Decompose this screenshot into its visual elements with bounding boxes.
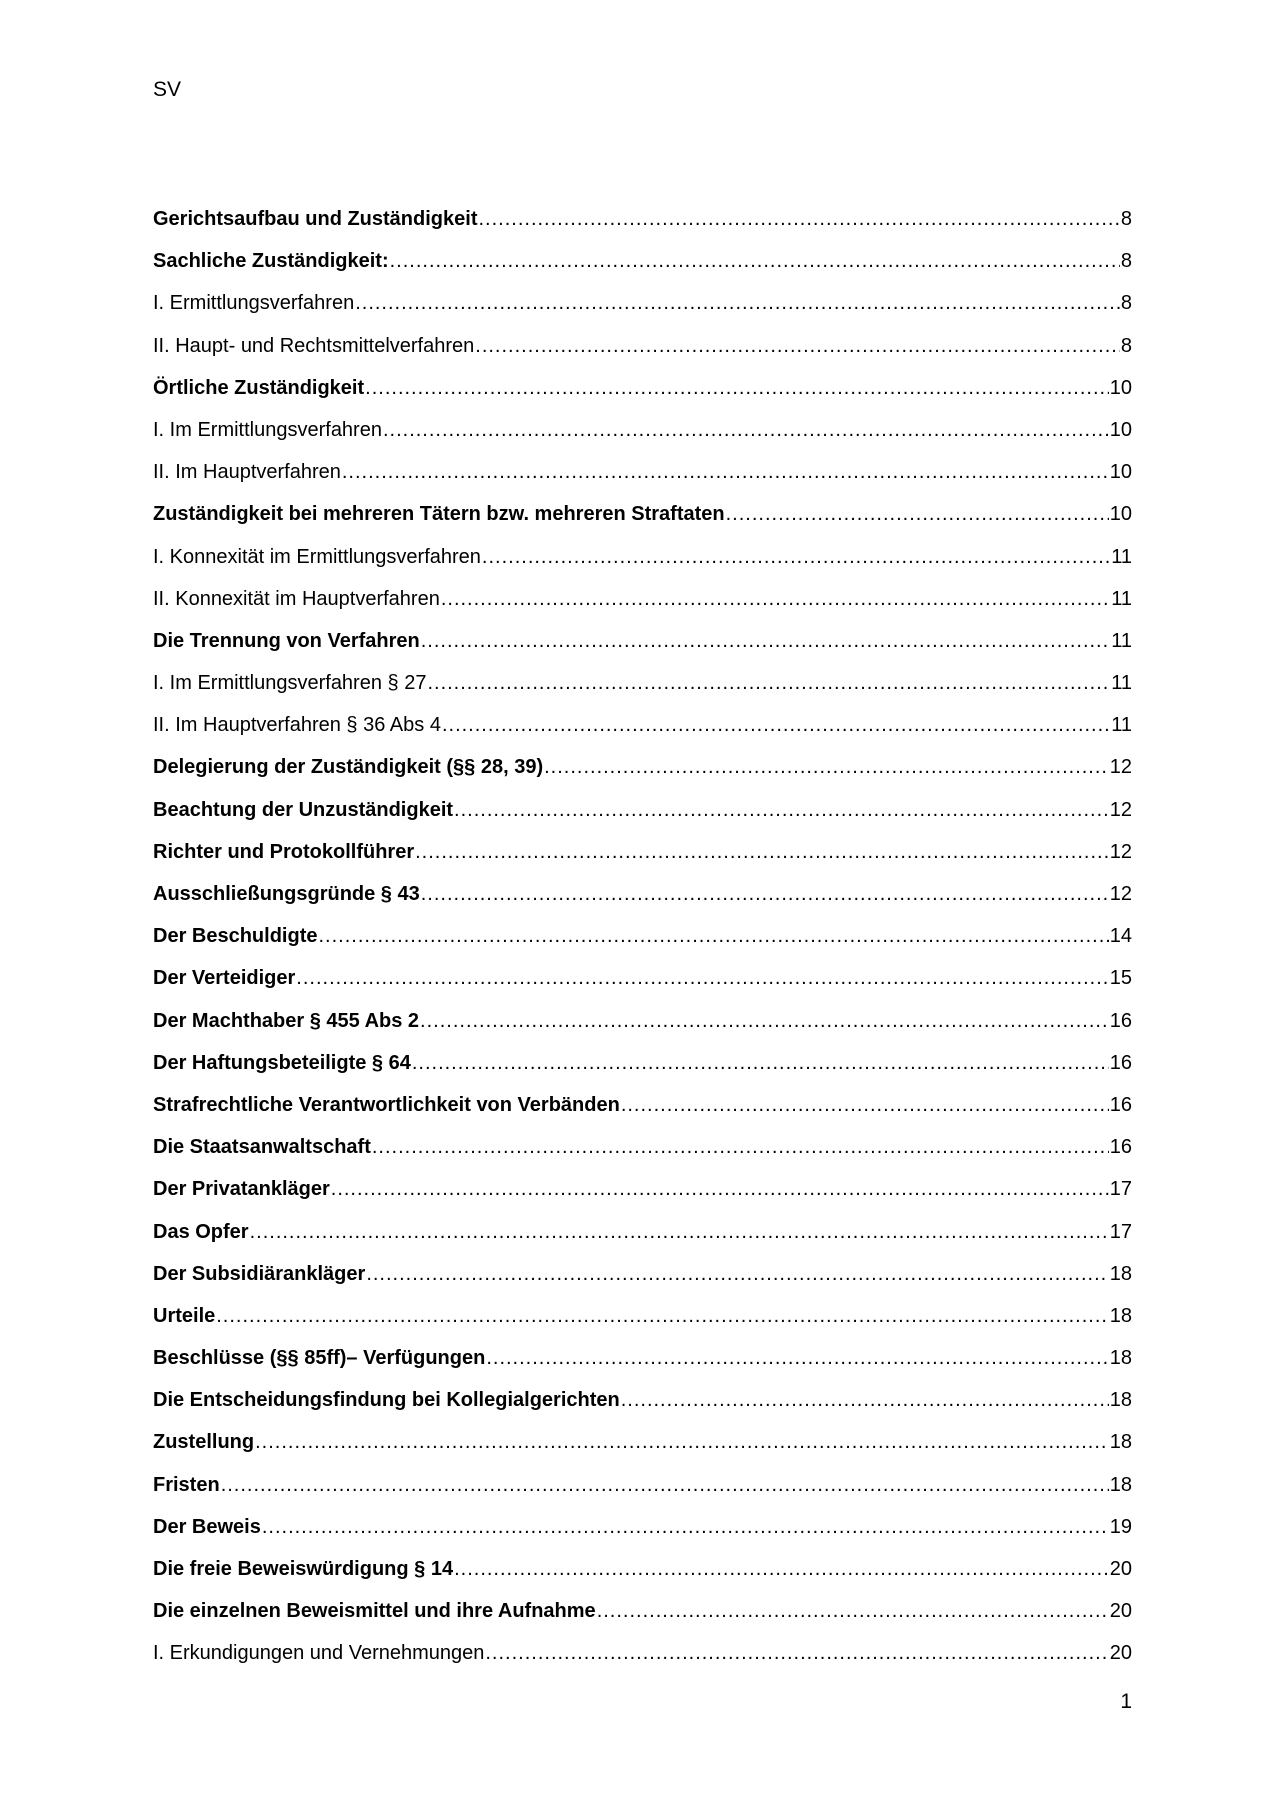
toc-entry-page: 8 <box>1120 334 1132 357</box>
toc-entry[interactable] <box>153 1632 1132 1674</box>
toc-entry-page: 20 <box>1109 1642 1132 1665</box>
toc-dot-leader <box>221 1464 1109 1506</box>
toc-entry-title: Die Staatsanwaltschaft <box>153 1136 371 1159</box>
toc-entry[interactable] <box>153 1000 1132 1042</box>
toc-entry-title: I. Konnexität im Ermittlungsverfahren <box>153 545 481 568</box>
toc-entry[interactable] <box>153 493 1132 535</box>
toc-entry[interactable] <box>153 957 1132 999</box>
toc-entry[interactable] <box>153 662 1132 704</box>
toc-dot-leader <box>726 493 1109 535</box>
toc-entry-page: 18 <box>1109 1389 1132 1412</box>
toc-entry-page: 18 <box>1109 1431 1132 1454</box>
toc-dot-leader <box>366 1253 1108 1295</box>
toc-entry[interactable] <box>153 1590 1132 1632</box>
toc-entry[interactable] <box>153 367 1132 409</box>
toc-entry[interactable] <box>153 1253 1132 1295</box>
toc-dot-leader <box>262 1506 1109 1548</box>
toc-dot-leader <box>486 1337 1108 1379</box>
toc-dot-leader <box>454 1548 1109 1590</box>
toc-entry-title: I. Im Ermittlungsverfahren § 27 <box>153 672 427 695</box>
toc-entry-title: II. Im Hauptverfahren § 36 Abs 4 <box>153 714 441 737</box>
toc-entry[interactable] <box>153 1295 1132 1337</box>
toc-entry[interactable] <box>153 831 1132 873</box>
toc-entry[interactable] <box>153 746 1132 788</box>
toc-entry-title: Der Verteidiger <box>153 967 296 990</box>
toc-entry-page: 11 <box>1111 587 1132 610</box>
page-header: SV <box>153 78 182 101</box>
toc-entry-page: 16 <box>1109 1009 1132 1032</box>
toc-dot-leader <box>442 704 1110 746</box>
toc-dot-leader <box>216 1295 1109 1337</box>
toc-dot-leader <box>383 409 1109 451</box>
toc-entry[interactable] <box>153 1042 1132 1084</box>
toc-entry[interactable] <box>153 451 1132 493</box>
toc-dot-leader <box>475 325 1120 367</box>
toc-entry-page: 12 <box>1109 883 1132 905</box>
toc-entry-page: 12 <box>1109 840 1132 863</box>
toc-entry[interactable] <box>153 1211 1132 1253</box>
toc-entry-page: 19 <box>1109 1515 1132 1538</box>
table-of-contents <box>153 198 1132 1675</box>
toc-entry-title: Gerichtsaufbau und Zuständigkeit <box>153 208 478 230</box>
toc-entry-title: II. Konnexität im Hauptverfahren <box>153 587 440 610</box>
toc-entry[interactable] <box>153 915 1132 957</box>
toc-entry-title: II. Haupt- und Rechtsmittelverfahren <box>153 334 475 357</box>
toc-entry-page: 10 <box>1109 461 1132 484</box>
toc-entry-page: 18 <box>1109 1347 1132 1370</box>
toc-entry[interactable] <box>153 1464 1132 1506</box>
toc-entry[interactable] <box>153 1168 1132 1210</box>
toc-entry-page: 11 <box>1111 629 1132 652</box>
toc-entry[interactable] <box>153 198 1132 240</box>
toc-dot-leader <box>427 662 1110 704</box>
toc-entry-title: Sachliche Zuständigkeit: <box>153 250 389 273</box>
toc-entry-title: II. Im Hauptverfahren <box>153 461 341 484</box>
toc-entry-page: 20 <box>1109 1558 1132 1580</box>
toc-entry[interactable] <box>153 1379 1132 1421</box>
toc-dot-leader <box>421 620 1111 662</box>
toc-dot-leader <box>390 240 1120 282</box>
toc-entry[interactable] <box>153 536 1132 578</box>
toc-entry-page: 12 <box>1109 798 1132 821</box>
toc-dot-leader <box>250 1211 1109 1253</box>
toc-entry-title: Der Machthaber § 455 Abs 2 <box>153 1009 420 1032</box>
toc-entry[interactable] <box>153 873 1132 915</box>
toc-entry-page: 18 <box>1109 1473 1132 1496</box>
toc-entry[interactable] <box>153 1421 1132 1463</box>
toc-entry-page: 17 <box>1109 1178 1132 1201</box>
toc-entry-title: Strafrechtliche Verantwortlichkeit von Verbänden <box>153 1093 620 1116</box>
toc-entry-page: 10 <box>1109 376 1132 399</box>
toc-entry-page: 8 <box>1120 208 1132 230</box>
toc-entry-title: Beschlüsse (§§ 85ff)– Verfügungen <box>153 1347 486 1370</box>
toc-entry-title: Zustellung <box>153 1431 255 1454</box>
toc-entry-title: Fristen <box>153 1473 220 1496</box>
toc-entry-title: Ausschließungsgründe § 43 <box>153 883 420 905</box>
toc-dot-leader <box>296 957 1108 999</box>
toc-entry-page: 16 <box>1109 1136 1132 1159</box>
toc-entry[interactable] <box>153 1337 1132 1379</box>
toc-dot-leader <box>621 1379 1109 1421</box>
toc-entry[interactable] <box>153 620 1132 662</box>
toc-entry-page: 8 <box>1120 250 1132 273</box>
toc-entry-page: 20 <box>1109 1600 1132 1623</box>
toc-entry-title: Örtliche Zuständigkeit <box>153 376 365 399</box>
toc-entry-page: 14 <box>1109 925 1132 948</box>
toc-entry[interactable] <box>153 789 1132 831</box>
toc-entry-title: Der Subsidiärankläger <box>153 1262 366 1285</box>
toc-dot-leader <box>478 198 1119 240</box>
toc-dot-leader <box>441 578 1110 620</box>
toc-entry-title: Beachtung der Unzuständigkeit <box>153 798 454 821</box>
toc-entry[interactable] <box>153 1506 1132 1548</box>
toc-entry-title: Der Beweis <box>153 1515 261 1538</box>
toc-dot-leader <box>355 282 1120 324</box>
toc-entry-title: Der Privatankläger <box>153 1178 330 1201</box>
toc-entry-title: Die Entscheidungsfindung bei Kollegialgerichten <box>153 1389 620 1412</box>
toc-entry-page: 11 <box>1111 545 1132 568</box>
toc-dot-leader <box>621 1084 1109 1126</box>
toc-dot-leader <box>415 831 1109 873</box>
toc-entry-page: 8 <box>1120 292 1132 315</box>
toc-entry[interactable] <box>153 578 1132 620</box>
toc-entry[interactable] <box>153 409 1132 451</box>
toc-dot-leader <box>412 1042 1109 1084</box>
toc-entry[interactable] <box>153 1126 1132 1168</box>
toc-entry-title: Die Trennung von Verfahren <box>153 629 420 652</box>
toc-entry-page: 16 <box>1109 1093 1132 1116</box>
toc-entry-page: 15 <box>1109 967 1132 990</box>
toc-dot-leader <box>372 1126 1109 1168</box>
toc-entry[interactable] <box>153 282 1132 324</box>
toc-entry-title: I. Im Ermittlungsverfahren <box>153 418 382 441</box>
toc-entry[interactable] <box>153 240 1132 282</box>
toc-dot-leader <box>420 1000 1109 1042</box>
toc-entry-title: I. Erkundigungen und Vernehmungen <box>153 1642 485 1665</box>
toc-dot-leader <box>331 1168 1109 1210</box>
toc-entry-page: 18 <box>1109 1262 1132 1285</box>
toc-entry-title: Die einzelnen Beweismittel und ihre Aufnahme <box>153 1600 596 1623</box>
toc-dot-leader <box>454 789 1109 831</box>
toc-entry-title: Die freie Beweiswürdigung § 14 <box>153 1558 454 1580</box>
toc-entry-page: 10 <box>1109 503 1132 526</box>
toc-entry-page: 18 <box>1109 1304 1132 1327</box>
toc-entry[interactable] <box>153 1084 1132 1126</box>
toc-entry-page: 17 <box>1109 1220 1132 1243</box>
toc-entry[interactable] <box>153 325 1132 367</box>
toc-dot-leader <box>597 1590 1109 1632</box>
toc-entry[interactable] <box>153 1548 1132 1590</box>
toc-entry-title: Das Opfer <box>153 1220 249 1243</box>
page-number: 1 <box>1120 1690 1132 1713</box>
toc-entry-title: I. Ermittlungsverfahren <box>153 292 355 315</box>
toc-entry-title: Der Haftungsbeteiligte § 64 <box>153 1051 411 1074</box>
toc-dot-leader <box>255 1421 1109 1463</box>
toc-entry-title: Zuständigkeit bei mehreren Tätern bzw. mehreren Straftaten <box>153 503 725 526</box>
toc-entry-title: Urteile <box>153 1304 216 1327</box>
toc-entry-page: 11 <box>1111 714 1132 737</box>
toc-dot-leader <box>318 915 1108 957</box>
toc-dot-leader <box>482 536 1110 578</box>
toc-entry-page: 10 <box>1109 418 1132 441</box>
toc-dot-leader <box>485 1632 1108 1674</box>
toc-entry-page: 12 <box>1109 756 1132 779</box>
toc-entry[interactable] <box>153 704 1132 746</box>
toc-dot-leader <box>342 451 1109 493</box>
toc-entry-page: 16 <box>1109 1051 1132 1074</box>
toc-dot-leader <box>421 873 1109 915</box>
toc-dot-leader <box>544 746 1109 788</box>
toc-entry-title: Der Beschuldigte <box>153 925 318 948</box>
toc-entry-title: Delegierung der Zuständigkeit (§§ 28, 39) <box>153 756 544 779</box>
toc-entry-title: Richter und Protokollführer <box>153 840 415 863</box>
toc-entry-page: 11 <box>1111 672 1132 695</box>
toc-dot-leader <box>365 367 1109 409</box>
